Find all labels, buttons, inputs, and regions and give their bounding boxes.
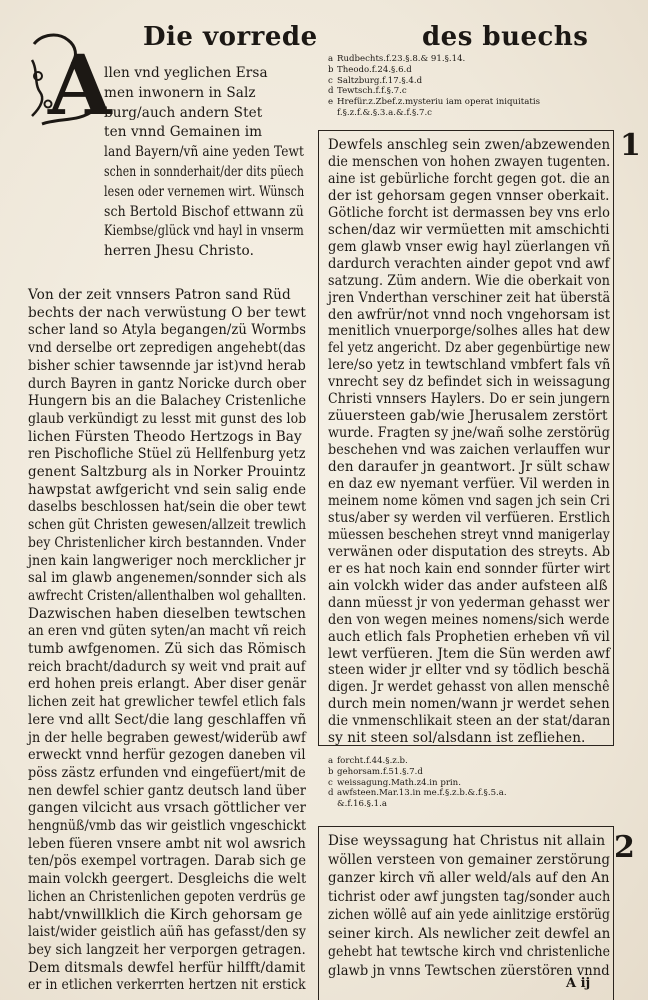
right-text-line: ain volckh wider das ander aufsteen alß bbox=[328, 577, 608, 594]
left-text-line: jnen kain langweriger noch mercklicher jr bbox=[28, 552, 306, 569]
left-text-line: bisher schier tawsennde jar ist)vnd herab bbox=[28, 357, 306, 374]
left-text-line: tumb awfgenomen. Zü sich das Römisch bbox=[28, 641, 307, 657]
right-text-line: en daz ew nyemant verfüer. Vil werden in bbox=[328, 476, 610, 492]
right-text-line: jren Vnderthan verschiner zeit hat überstä bbox=[328, 289, 611, 306]
middle-citation-note: forcht.f.44.§.z.b. bbox=[337, 756, 408, 766]
dedication-line: lesen oder vernemen wirt. Wünsch bbox=[104, 183, 305, 200]
left-text-line: durch Bayren in gantz Noricke durch ober bbox=[28, 375, 307, 392]
middle-citation-note-mark: c bbox=[328, 777, 333, 788]
left-text-line: laist/wider geistlich aüñ has gefasst/den sy bbox=[28, 924, 307, 941]
left-text-line: vnd derselbe ort zepredigen angehebt(das bbox=[28, 340, 306, 357]
right-text-line: wurde. Fragten sy jne/wañ solhe zerstörüg bbox=[328, 425, 610, 442]
top-citation-note: Rudbechts.f.23.§.8.& 91.§.14. bbox=[337, 54, 466, 64]
right-text-line: digen. Jr werdet gehasst von allen menschê bbox=[328, 679, 610, 696]
left-text-line: erd hohen preis erlangt. Aber diser genär bbox=[28, 676, 307, 693]
right-text-line: den daraufer jn geantwort. Jr sült schaw bbox=[328, 459, 610, 476]
left-text-line: awfrecht Cristen/allenthalben wol gehallten. bbox=[28, 587, 307, 604]
left-text-line: ren Pischofliche Stüel zü Hellfenburg yetz bbox=[28, 446, 306, 463]
left-text-line: bey Christenlicher kirch bestannden. Vnder bbox=[28, 534, 306, 551]
margin-number-2: 2 bbox=[614, 830, 635, 865]
left-text-line: leben füeren vnsere ambt nit wol awsrich bbox=[28, 835, 306, 852]
right-text-line: Christi vnnsers Haylers. Do er sein jungern bbox=[328, 391, 610, 408]
right-text-line: satzung. Züm andern. Wie die oberkait von bbox=[328, 272, 610, 289]
dedication-line: herren Jhesu Christo. bbox=[104, 243, 255, 260]
right-text-line: tichrist oder awf jungsten tag/sonder auch bbox=[328, 888, 611, 905]
left-text-line: Hungern bis an die Balachey Cristenliche bbox=[28, 393, 307, 410]
right-text-line: gem glawb vnser ewig hayl züerlangen vñ bbox=[328, 238, 611, 255]
right-text-line: Dewfels anschleg sein zwen/abzewenden bbox=[328, 137, 611, 153]
left-text-line: Dazwischen haben dieselben tewtschen bbox=[28, 605, 306, 622]
left-text-line: an eren vnd güten syten/an macht vñ reich bbox=[28, 623, 307, 640]
left-text-line: lichen Fürsten Theodo Hertzogs in Bay bbox=[28, 428, 302, 445]
right-text-line: steen wider jr ellter vnd sy tödlich beschä bbox=[328, 662, 610, 679]
right-text-line: glawb jn vnns Tewtschen züerstören vnnd bbox=[328, 962, 610, 979]
middle-citation-note: weissagung.Math.z4.in prin. bbox=[337, 777, 461, 788]
right-text-line: seiner kirch. Als newlicher zeit dewfel an bbox=[328, 925, 611, 942]
top-citation-note-mark: b bbox=[328, 64, 334, 75]
left-text-line: daselbs beschlossen hat/sein die ober tewt bbox=[28, 499, 307, 516]
left-text-line: schen güt Christen gewesen/allzeit trewlich bbox=[28, 517, 307, 534]
dedication-line: burg/auch andern Stet bbox=[104, 104, 263, 121]
top-citation-note-mark: e bbox=[328, 97, 334, 108]
right-text-line: gehebt hat tewtsche kirch vnd christenliche bbox=[328, 944, 611, 960]
middle-citation-note-mark: b bbox=[328, 766, 334, 777]
right-text-line: aine ist gebürliche forcht gegen got. die an bbox=[328, 170, 610, 187]
right-text-line: Dise weyssagung hat Christus nit allain bbox=[328, 833, 606, 849]
left-text-line: nen dewfel schier gantz deutsch land über bbox=[28, 782, 307, 799]
dedication-line: Kiembse/glück vnd hayl in vnserm bbox=[104, 223, 304, 240]
right-text-line: die menschen von hohen zwayen tugenten. bbox=[328, 153, 611, 170]
right-text-line: lewt verfüeren. Jtem die Sün werden awf bbox=[328, 645, 611, 662]
margin-number-1: 1 bbox=[620, 128, 641, 163]
right-text-line: er es hat noch kain end sonnder fürter wirt bbox=[328, 560, 611, 577]
decorated-initial-letter bbox=[28, 30, 112, 134]
left-text-line: jn der helle begraben gewest/widerüb awf bbox=[28, 729, 306, 746]
right-text-line: durch mein nomen/wann jr werdet sehen bbox=[328, 696, 610, 713]
running-head-left: Die vorrede bbox=[143, 22, 318, 52]
dedication-line: men inwonern in Salz bbox=[104, 84, 256, 101]
left-text-line: sal im glawb angenemen/sonnder sich als bbox=[28, 570, 307, 587]
right-text-line: zichen wöllê auf ain yede ainlitzige erstörüg bbox=[328, 907, 610, 923]
right-text-line: den awfrür/not vnnd noch vngehorsam ist bbox=[328, 306, 611, 323]
left-text-line: erweckt vnnd herfür gezogen daneben vil bbox=[28, 747, 306, 764]
middle-citation-note-mark: d bbox=[328, 788, 334, 799]
middle-citation-note-mark: a bbox=[328, 756, 334, 766]
running-head-right: des buechs bbox=[422, 22, 589, 52]
top-citation-note-mark: d bbox=[328, 86, 334, 97]
top-citation-note: Tewtsch.f.f.§.7.c bbox=[337, 86, 407, 97]
left-text-line: bechts der nach verwüstung O ber tewt bbox=[28, 304, 306, 321]
dedication-line: land Bayern/vñ aine yeden Tewt bbox=[104, 144, 304, 161]
section-1-rule-left bbox=[318, 130, 319, 745]
section-1-rule-top bbox=[318, 130, 614, 131]
right-text-line: die vnmenschlikait steen an der stat/daran bbox=[328, 713, 611, 730]
section-2-rule-left bbox=[318, 826, 319, 1000]
top-citation-note: f.§.z.f.&.§.3.a.&.f.§.7.c bbox=[337, 108, 432, 118]
right-text-line: menitlich vnuerporge/solhes alles hat dew bbox=[328, 323, 611, 340]
left-text-line: main volckh geergert. Desgleichs die welt bbox=[28, 871, 307, 888]
right-text-line: schen/daz wir vermüetten mit amschichti bbox=[328, 221, 610, 238]
left-text-line: scher land so Atyla begangen/zü Wormbs bbox=[28, 322, 307, 339]
left-text-line: lichen zeit hat grewlicher tewfel etlich fals bbox=[28, 694, 306, 711]
right-text-line: dardurch verachten ainder gepot vnd awf bbox=[328, 255, 610, 272]
dedication-line: llen vnd yeglichen Ersa bbox=[104, 65, 268, 81]
right-text-line: den von wegen meines nomens/sich werde bbox=[328, 611, 610, 628]
right-text-line: verwänen oder disputation des streyts. Ab bbox=[328, 543, 611, 560]
left-text-line: er in etlichen verkerrten hertzen nit erstick bbox=[28, 977, 306, 994]
right-text-line: fel yetz angericht. Dz aber gegenbürtige new bbox=[328, 340, 611, 357]
top-citation-note: Hrefür.z.Zbef.z.mysteriu iam operat iniquitatis bbox=[337, 97, 540, 108]
top-citation-note-mark: c bbox=[328, 75, 333, 86]
left-text-line: ten/pös exempel vortragen. Darab sich ge bbox=[28, 853, 307, 870]
left-text-line: lere vnd allt Sect/die lang geschlaffen vñ bbox=[28, 711, 307, 728]
right-text-line: wöllen versteen von gemainer zerstörung bbox=[328, 851, 611, 868]
right-text-line: stus/aber sy werden vil verfüeren. Erstlich bbox=[328, 509, 611, 526]
middle-citation-note: &.f.16.§.1.a bbox=[337, 799, 388, 810]
right-text-line: beschehen vnd was zaichen verlauffen wur bbox=[328, 442, 611, 459]
signature-mark: A ij bbox=[566, 976, 591, 991]
left-text-line: glaub verkündigt zu lesst mit gunst des lob bbox=[28, 410, 307, 427]
left-text-line: pöss zästz erfunden vnd eingefüert/mit de bbox=[28, 764, 306, 781]
top-citation-note-mark: a bbox=[328, 54, 334, 64]
middle-citation-note: awfsteen.Mar.13.in me.f.§.z.b.&.f.§.5.a. bbox=[337, 788, 507, 799]
left-text-line: genent Saltzburg als in Norker Prouintz bbox=[28, 464, 306, 480]
left-text-line: bey sich langzeit her verporgen getragen. bbox=[28, 941, 306, 958]
left-text-line: Dem ditsmals dewfel herfür hilfft/damit bbox=[28, 959, 306, 976]
section-1-rule-right bbox=[613, 130, 614, 745]
left-text-line: habt/vnwillklich die Kirch gehorsam ge bbox=[28, 906, 303, 923]
left-text-line: reich bracht/dadurch sy weit vnd prait auf bbox=[28, 658, 306, 675]
top-citation-note: Saltzburg.f.17.§.4.d bbox=[337, 75, 423, 86]
section-2-rule-top bbox=[318, 826, 614, 827]
right-text-line: meinem nome kömen vnd sagen jch sein Cri bbox=[328, 492, 610, 509]
middle-citation-note: gehorsam.f.51.§.7.d bbox=[337, 766, 423, 777]
left-text-line: Von der zeit vnnsers Patron sand Rüd bbox=[28, 287, 291, 303]
left-text-line: lichen an Christenlichen gepoten verdrüs ge bbox=[28, 888, 306, 905]
dedication-line: schen in sonnderhait/der dits püech bbox=[104, 164, 304, 180]
right-text-line: ganzer kirch vñ aller weld/als auf den An bbox=[328, 870, 610, 886]
left-text-line: gangen vilcicht aus vrsach göttlicher ver bbox=[28, 800, 307, 817]
right-text-line: züuersteen gab/wie Jherusalem zerstört bbox=[328, 408, 608, 425]
right-text-line: der ist gehorsam gegen vnnser oberkait. bbox=[328, 187, 610, 204]
top-citation-note: Theodo.f.24.§.6.d bbox=[337, 64, 412, 75]
svg-text:A: A bbox=[48, 38, 112, 134]
right-text-line: müessen beschehen streyt vnnd manigerlay bbox=[328, 526, 610, 543]
right-text-line: vnrecht sey dz befindet sich in weissagung bbox=[328, 374, 611, 391]
right-text-line: Götliche forcht ist dermassen bey vns erlo bbox=[328, 204, 610, 221]
right-text-line: lere/so yetz in tewtschland vmbfert fals vñ bbox=[328, 357, 611, 374]
right-text-line: dann müesst jr von yederman gehasst wer bbox=[328, 594, 610, 611]
left-text-line: hawpstat awfgericht vnd sein salig ende bbox=[28, 481, 307, 498]
right-text-line: sy nit steen sol/alsdann ist zefliehen. bbox=[328, 730, 586, 747]
right-text-line: auch etlich fals Prophetien erheben vñ vil bbox=[328, 628, 610, 645]
left-text-line: hengnüß/vmb das wir geistlich vngeschickt bbox=[28, 818, 307, 834]
dedication-line: ten vnnd Gemainen im bbox=[104, 124, 263, 141]
dedication-line: sch Bertold Bischof ettwann zü bbox=[104, 203, 304, 220]
